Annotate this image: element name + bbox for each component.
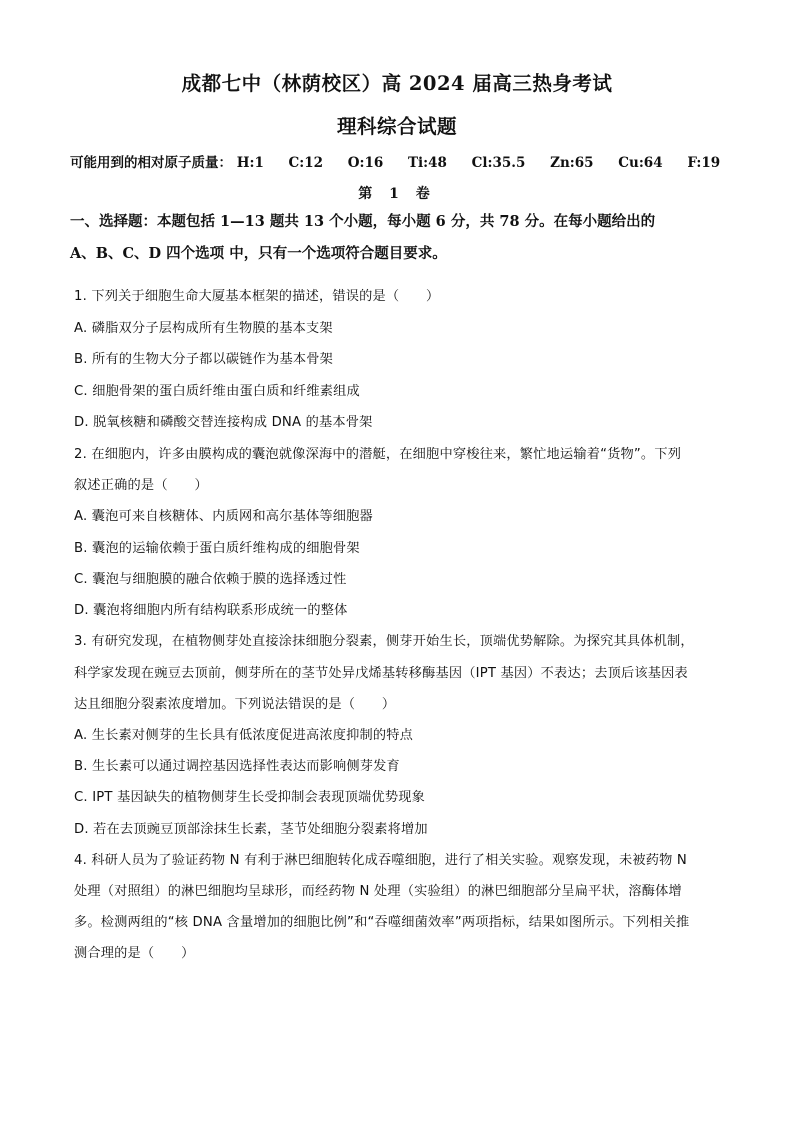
question-stem: 多。检测两组的“核 DNA 含量增加的细胞比例”和“吞噬细菌效率”两项指标，结果如图所示。下列相关推: [74, 915, 690, 930]
question-stem: 3. 有研究发现，在植物侧芽处直接涂抹细胞分裂素，侧芽开始生长，顶端优势解除。为探究其具体机制，: [74, 634, 694, 649]
atomic-masses-label: 可能用到的相对原子质量：: [70, 155, 232, 171]
atomic-mass: Cu:64: [618, 155, 663, 171]
answer-option: A. 囊泡可来自核糖体、内质网和高尔基体等细胞器: [74, 509, 373, 524]
atomic-mass: Cl:35.5: [471, 155, 526, 171]
answer-option: D. 囊泡将细胞内所有结构联系形成统一的整体: [74, 603, 348, 618]
section-line: A、B、C、D 四个选项 中，只有一个选项符合题目要求。: [70, 245, 447, 262]
answer-option: A. 生长素对侧芽的生长具有低浓度促进高浓度抑制的特点: [74, 728, 414, 743]
atomic-mass: Ti:48: [408, 155, 447, 171]
answer-option: C. IPT 基因缺失的植物侧芽生长受抑制会表现顶端优势现象: [74, 790, 425, 805]
answer-option: A. 磷脂双分子层构成所有生物膜的基本支架: [74, 321, 333, 336]
atomic-mass: O:16: [347, 155, 384, 171]
answer-option: C. 细胞骨架的蛋白质纤维由蛋白质和纤维素组成: [74, 384, 360, 399]
question-stem: 达且细胞分裂素浓度增加。下列说法错误的是（ ）: [74, 697, 396, 712]
section-instructions: [70, 206, 722, 270]
question-stem: 2. 在细胞内，许多由膜构成的囊泡就像深海中的潜艇，在细胞中穿梭往来，繁忙地运输着“货物”。下列: [74, 447, 682, 462]
question-stem: 科学家发现在豌豆去顶前，侧芽所在的茎节处异戊烯基转移酶基因（IPT 基因）不表达；去顶后该基因表: [74, 666, 688, 681]
question-stem: 测合理的是（ ）: [74, 946, 195, 961]
section-line: 一、选择题：本题包括 1—13 题共 13 个小题，每小题 6 分，共 78 分。在每小题给出的: [70, 213, 656, 230]
question-stem: 叙述正确的是（ ）: [74, 478, 208, 493]
answer-option: B. 生长素可以通过调控基因选择性表达而影响侧芽发育: [74, 759, 400, 774]
atomic-masses: [70, 151, 740, 171]
exam-title: 成都七中（林荫校区）高 2024 届高三热身考试: [181, 72, 613, 95]
exam-subtitle: 理科综合试题: [336, 115, 457, 138]
question-stem: 处理（对照组）的淋巴细胞均呈球形，而经药物 N 处理（实验组）的淋巴细胞部分呈扁平状，溶酶体增: [74, 884, 682, 899]
answer-option: D. 若在去顶豌豆顶部涂抹生长素，茎节处细胞分裂素将增加: [74, 822, 428, 837]
atomic-mass: F:19: [687, 155, 721, 171]
answer-option: C. 囊泡与细胞膜的融合依赖于膜的选择透过性: [74, 572, 347, 587]
answer-option: B. 所有的生物大分子都以碳链作为基本骨架: [74, 352, 334, 367]
atomic-mass: C:12: [288, 155, 324, 171]
answer-option: B. 囊泡的运输依赖于蛋白质纤维构成的细胞骨架: [74, 541, 360, 556]
volume-heading: 第 1 卷: [358, 186, 436, 202]
answer-option: D. 脱氧核糖和磷酸交替连接构成 DNA 的基本骨架: [74, 415, 373, 430]
question-stem: 1. 下列关于细胞生命大厦基本框架的描述，错误的是（ ）: [74, 289, 440, 304]
question-stem: 4. 科研人员为了验证药物 N 有利于淋巴细胞转化成吞噬细胞，进行了相关实验。观察发现，未被药物 N: [74, 853, 687, 868]
atomic-mass: H:1: [236, 155, 264, 171]
atomic-mass: Zn:65: [550, 155, 594, 171]
